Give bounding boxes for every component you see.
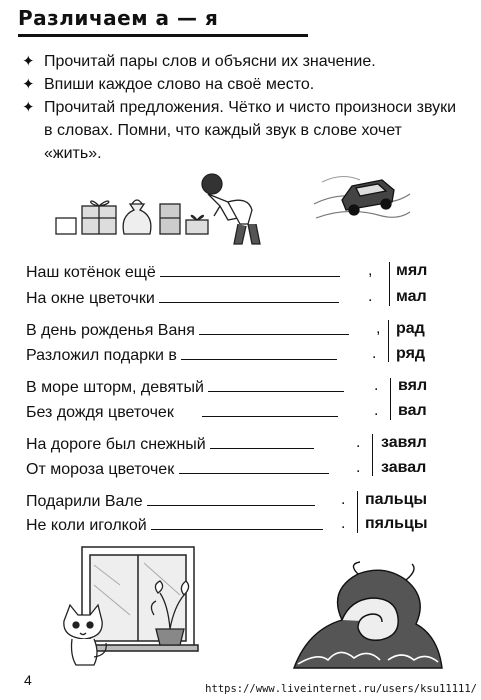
gift-box-icon — [160, 204, 180, 234]
word-option: вял — [398, 377, 428, 394]
option-divider — [388, 320, 389, 362]
instruction-item: ✦ Прочитай предложения. Чётко и чисто произноси звуки в словах. Помни, что каждый звук в слове хочет «жить». — [22, 96, 462, 165]
answer-blank[interactable] — [147, 491, 315, 506]
answer-blank[interactable] — [151, 515, 323, 530]
page-number: 4 — [24, 672, 32, 688]
option-divider — [357, 491, 358, 533]
page-title: Различаем а — я — [18, 6, 219, 30]
star-bullet-icon: ✦ — [22, 99, 35, 116]
car-icon — [342, 180, 394, 215]
gifts-row-illustration — [52, 166, 267, 248]
answer-blank[interactable] — [202, 402, 338, 417]
answer-blank[interactable] — [208, 377, 344, 392]
word-option: завал — [381, 459, 427, 476]
gift-bag-icon — [123, 200, 151, 234]
instruction-item: ✦ Прочитай пары слов и объясни их значение. — [22, 50, 462, 73]
sentence-line: В день рожденья Ваня — [26, 320, 349, 340]
answer-blank[interactable] — [160, 262, 340, 277]
sentence-line: Подарили Вале — [26, 491, 315, 511]
gift-box-icon — [82, 201, 116, 234]
option-divider — [372, 434, 373, 476]
word-option: ряд — [396, 345, 426, 362]
option-divider — [389, 262, 390, 306]
answer-blank[interactable] — [159, 288, 339, 303]
title-underline — [18, 34, 308, 37]
word-option: завял — [381, 434, 427, 451]
word-option: пальцы — [365, 491, 428, 508]
answer-blank[interactable] — [179, 459, 329, 474]
gift-box-icon — [56, 218, 76, 234]
sentence-line: В море шторм, девятый — [26, 377, 344, 397]
word-option: пяльцы — [365, 515, 428, 532]
workbook-page: Различаем а — я ✦ Прочитай пары слов и объясни их значение. ✦ Впиши каждое слово на своё место. ✦ Прочитай предложения. Чётко и чисто произноси звуки в словах. Помни, что каждый звук в слове хочет «жить». Наш котёнок ещё , На окне цветочки . мял мал В день рожденья Ваня , Разложил подарки в . рад ряд В море шторм, девятый . Без дождя цветочек . вял вал На дороге был снежный . От мороза цветочек . завял завал Подарили Вале . Не коли иголкой . пальцы пяльцы 4 https://www.liveinternet.ru/users/ksu11111/ — [18, 6, 477, 695]
option-divider — [390, 378, 391, 420]
answer-blank[interactable] — [199, 320, 349, 335]
sentence-line: На дороге был снежный — [26, 434, 314, 454]
answer-blank[interactable] — [181, 345, 337, 360]
sentence-line: Наш котёнок ещё — [26, 262, 340, 282]
source-url[interactable]: https://www.liveinternet.ru/users/ksu11111/ — [205, 683, 477, 695]
star-bullet-icon: ✦ — [22, 76, 35, 93]
word-option: рад — [396, 320, 425, 337]
instructions — [22, 50, 462, 165]
sentence-line: От мороза цветочек — [26, 459, 329, 479]
answer-blank[interactable] — [210, 434, 314, 449]
boy-figure — [202, 174, 260, 244]
star-bullet-icon: ✦ — [22, 53, 35, 70]
sentence-line: На окне цветочки — [26, 288, 339, 308]
gift-box-icon — [186, 215, 208, 234]
sentence-line: Не коли иголкой — [26, 515, 323, 535]
wave-icon — [294, 562, 442, 668]
kitten-window-illustration — [60, 545, 200, 670]
wave-illustration — [288, 560, 448, 680]
word-option: вал — [398, 402, 427, 419]
sentence-line: Без дождя цветочек — [26, 402, 338, 422]
car-snow-illustration — [312, 160, 412, 230]
sentence-line: Разложил подарки в — [26, 345, 337, 365]
word-option: мал — [396, 288, 427, 305]
title-block — [18, 6, 218, 30]
instruction-item: ✦ Впиши каждое слово на своё место. — [22, 73, 462, 96]
word-option: мял — [396, 262, 428, 279]
